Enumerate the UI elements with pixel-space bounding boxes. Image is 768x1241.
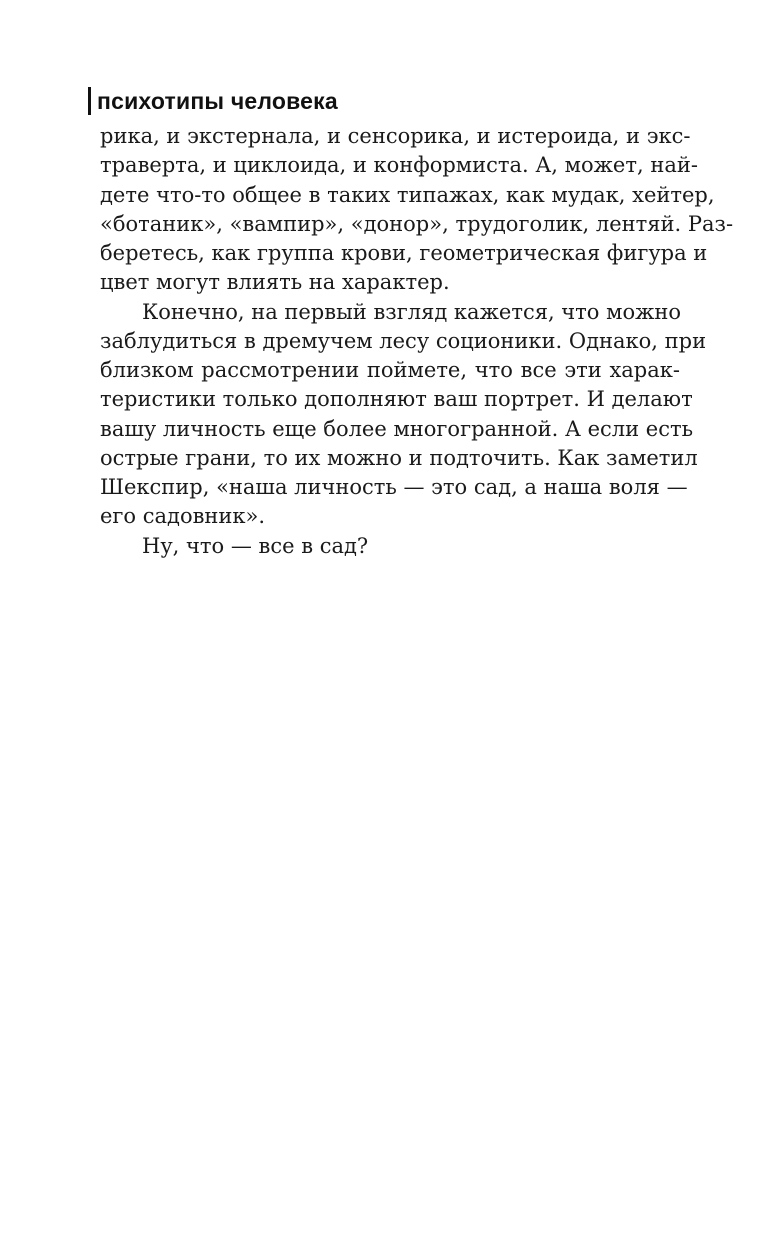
text-line-first: Ну, что — все в сад? — [142, 533, 369, 558]
text-line: вашу личность еще более многогранной. А если есть — [100, 416, 694, 441]
paragraph-continuation — [100, 122, 734, 298]
text-line: теристики только дополняют ваш портрет. И делают — [100, 387, 693, 412]
text-line: беретесь, как группа крови, геометрическая фигура и — [100, 241, 708, 265]
text-line-first: Конечно, на первый взгляд кажется, что можно — [142, 299, 682, 324]
text-line: рика, и экстернала, и сенсорика, и истероида, и экс- — [100, 124, 691, 148]
paragraph-closing — [100, 532, 680, 561]
running-head-rule — [88, 87, 91, 115]
text-line: дете что-то общее в таких типажах, как мудак, хейтер, — [100, 182, 715, 207]
text-line: заблудиться в дремучем лесу соционики. Однако, при — [100, 328, 707, 353]
text-line: траверта, и циклоида, и конформиста. А, может, най- — [100, 153, 698, 178]
text-line: Шекспир, «наша личность — это сад, а наша воля — — [100, 475, 688, 499]
text-line-last: его садовник». — [100, 504, 266, 529]
paragraph-sociotypes — [100, 298, 707, 532]
text-line-last: цвет могут влиять на характер. — [100, 270, 450, 295]
text-line: острые грани, то их можно и подточить. Как заметил — [100, 445, 698, 470]
running-head-title: психотипы человека — [97, 87, 338, 114]
text-line: близком рассмотрении поймете, что все эти харак- — [100, 358, 680, 382]
body-text — [100, 122, 734, 561]
running-head — [88, 86, 338, 116]
text-line: «ботаник», «вампир», «донор», трудоголик, лентяй. Раз- — [100, 211, 734, 236]
